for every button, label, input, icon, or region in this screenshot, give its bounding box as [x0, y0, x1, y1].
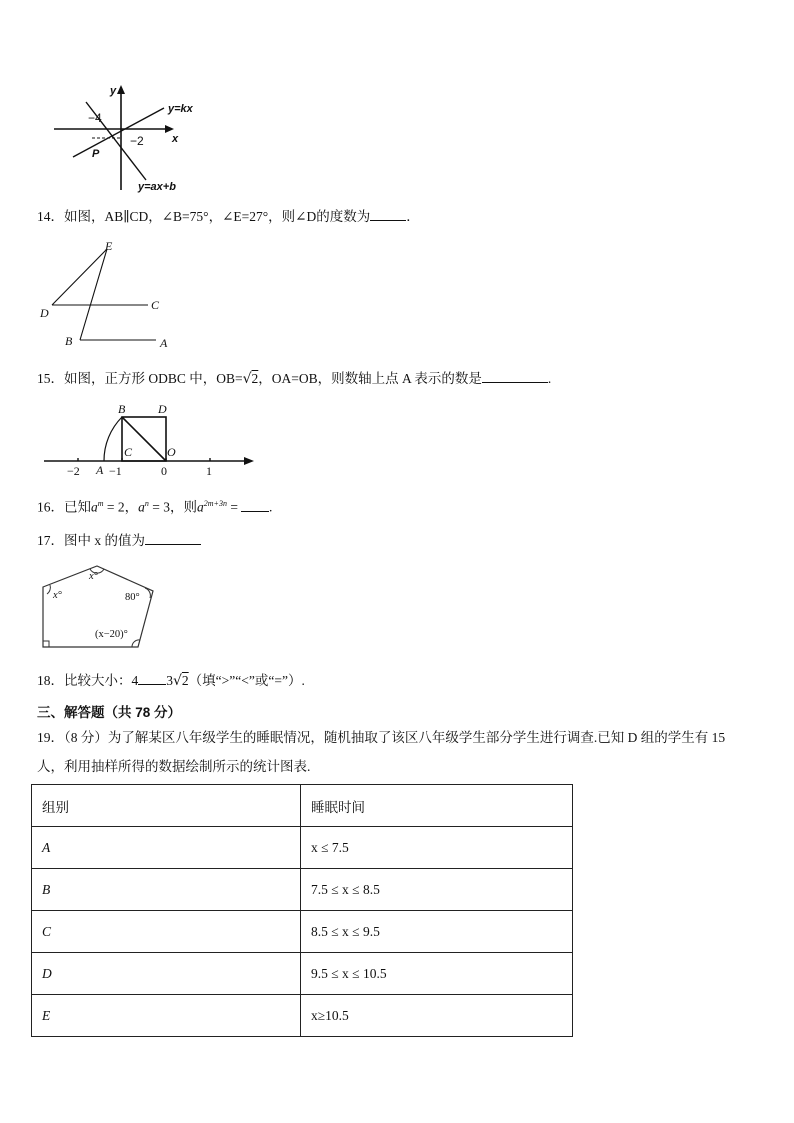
question-text: 如图，AB∥CD，∠B=75°，∠E=27°，则∠D的度数为: [64, 209, 371, 224]
coefficient: 3: [166, 673, 173, 688]
label-c: C: [151, 298, 160, 312]
sleep-time-table: [31, 784, 573, 1037]
question-number: 17．: [37, 533, 64, 548]
exp-2m3n: 2m+3n: [203, 499, 227, 508]
question-end: ．: [406, 209, 420, 224]
table-row: [32, 995, 573, 1037]
question-19-line2: 人，利用抽样所得的数据绘制所示的统计图表.: [37, 759, 311, 774]
question-number: 14．: [37, 209, 64, 224]
question-number: 16．: [37, 499, 64, 515]
table-header-row: [32, 785, 573, 827]
sqrt-arg: 2: [251, 371, 259, 386]
figure-square-number-line: [40, 398, 260, 478]
label-a: A: [160, 336, 168, 350]
question-15: [37, 368, 551, 389]
question-19-line1: 19．（8 分）为了解某区八年级学生的睡眠情况，随机抽取了该区八年级学生部分学生进行调查.已知 D 组的学生有 15: [37, 730, 726, 745]
table-cell-range: 9.5 ≤ x ≤ 10.5: [301, 953, 573, 995]
question-number: 15．: [37, 371, 64, 386]
table-cell-range: 7.5 ≤ x ≤ 8.5: [301, 869, 573, 911]
table-cell-range: 8.5 ≤ x ≤ 9.5: [301, 911, 573, 953]
section-title: 三、解答题（共 78 分）: [37, 705, 182, 720]
label-a: A: [96, 463, 104, 477]
figure-parallel-lines: [36, 238, 186, 350]
sqrt-symbol: √: [173, 673, 182, 689]
label-d: D: [40, 306, 49, 320]
table-cell-group: C: [32, 911, 301, 953]
table-row: [32, 869, 573, 911]
eq-1: = 2，: [103, 499, 139, 515]
var-a: a: [138, 499, 145, 515]
table-cell-range: x≥10.5: [301, 995, 573, 1037]
angle-left: x°: [53, 590, 62, 601]
angle-right: 80°: [125, 592, 140, 603]
table-cell-range: x ≤ 7.5: [301, 827, 573, 869]
label-o: O: [167, 445, 176, 459]
table-row: [32, 827, 573, 869]
table-row: [32, 911, 573, 953]
answer-blank[interactable]: [241, 497, 269, 512]
label-x-axis: x: [172, 133, 179, 145]
label-minus2: −2: [130, 134, 144, 148]
eq-2: = 3，则: [148, 499, 198, 515]
table-header: 组别: [32, 785, 301, 827]
label-c: C: [124, 445, 133, 459]
table-cell-group: E: [32, 995, 301, 1037]
question-end: .: [268, 499, 273, 515]
question-text: 比较大小：4: [64, 673, 139, 688]
label-b: B: [65, 334, 73, 348]
answer-blank[interactable]: [370, 206, 406, 221]
question-17: [37, 530, 201, 551]
table-cell-group: B: [32, 869, 301, 911]
exp-m: m: [97, 499, 104, 508]
label-e: E: [105, 239, 113, 253]
tick-1: 1: [206, 464, 212, 478]
label-b: B: [118, 402, 126, 416]
label-point-p: P: [92, 148, 100, 160]
answer-blank[interactable]: [145, 530, 201, 545]
figure-linear-functions: [40, 82, 210, 194]
question-text-2: （填“>”“<”或“=”）.: [188, 673, 305, 688]
label-y-kx: y=kx: [168, 103, 193, 115]
angle-top: x°: [89, 571, 98, 582]
angle-bottom: (x−20)°: [95, 629, 128, 640]
table-row: [32, 953, 573, 995]
table-cell-group: D: [32, 953, 301, 995]
table-header: 睡眠时间: [301, 785, 573, 827]
question-end: .: [547, 371, 552, 386]
label-y-axis: y: [110, 85, 117, 97]
sqrt-arg: 2: [181, 673, 189, 688]
question-text: 已知: [64, 499, 91, 515]
var-a: a: [197, 499, 204, 515]
question-16: [37, 494, 272, 518]
question-number: 18．: [37, 673, 64, 688]
question-18: [37, 670, 305, 691]
var-a: a: [91, 499, 98, 515]
tick-minus2: −2: [67, 464, 80, 478]
figure-pentagon: [36, 560, 166, 654]
tick-0: 0: [161, 464, 167, 478]
tick-minus1: −1: [109, 464, 122, 478]
question-text: 如图，正方形 ODBC 中，OB=: [64, 371, 243, 386]
label-y-axb: y=ax+b: [138, 181, 176, 193]
question-19: [37, 728, 767, 777]
label-d: D: [158, 402, 167, 416]
label-minus4: −4: [88, 111, 102, 125]
exp-n: n: [144, 499, 149, 508]
sqrt-symbol: √: [242, 371, 252, 387]
question-14: [37, 206, 420, 227]
table-cell-group: A: [32, 827, 301, 869]
eq-3: =: [226, 499, 238, 515]
question-text: 图中 x 的值为: [64, 533, 145, 548]
answer-blank[interactable]: [482, 368, 548, 383]
answer-blank[interactable]: [138, 670, 166, 685]
question-text-2: ，OA=OB，则数轴上点 A 表示的数是: [258, 371, 482, 386]
